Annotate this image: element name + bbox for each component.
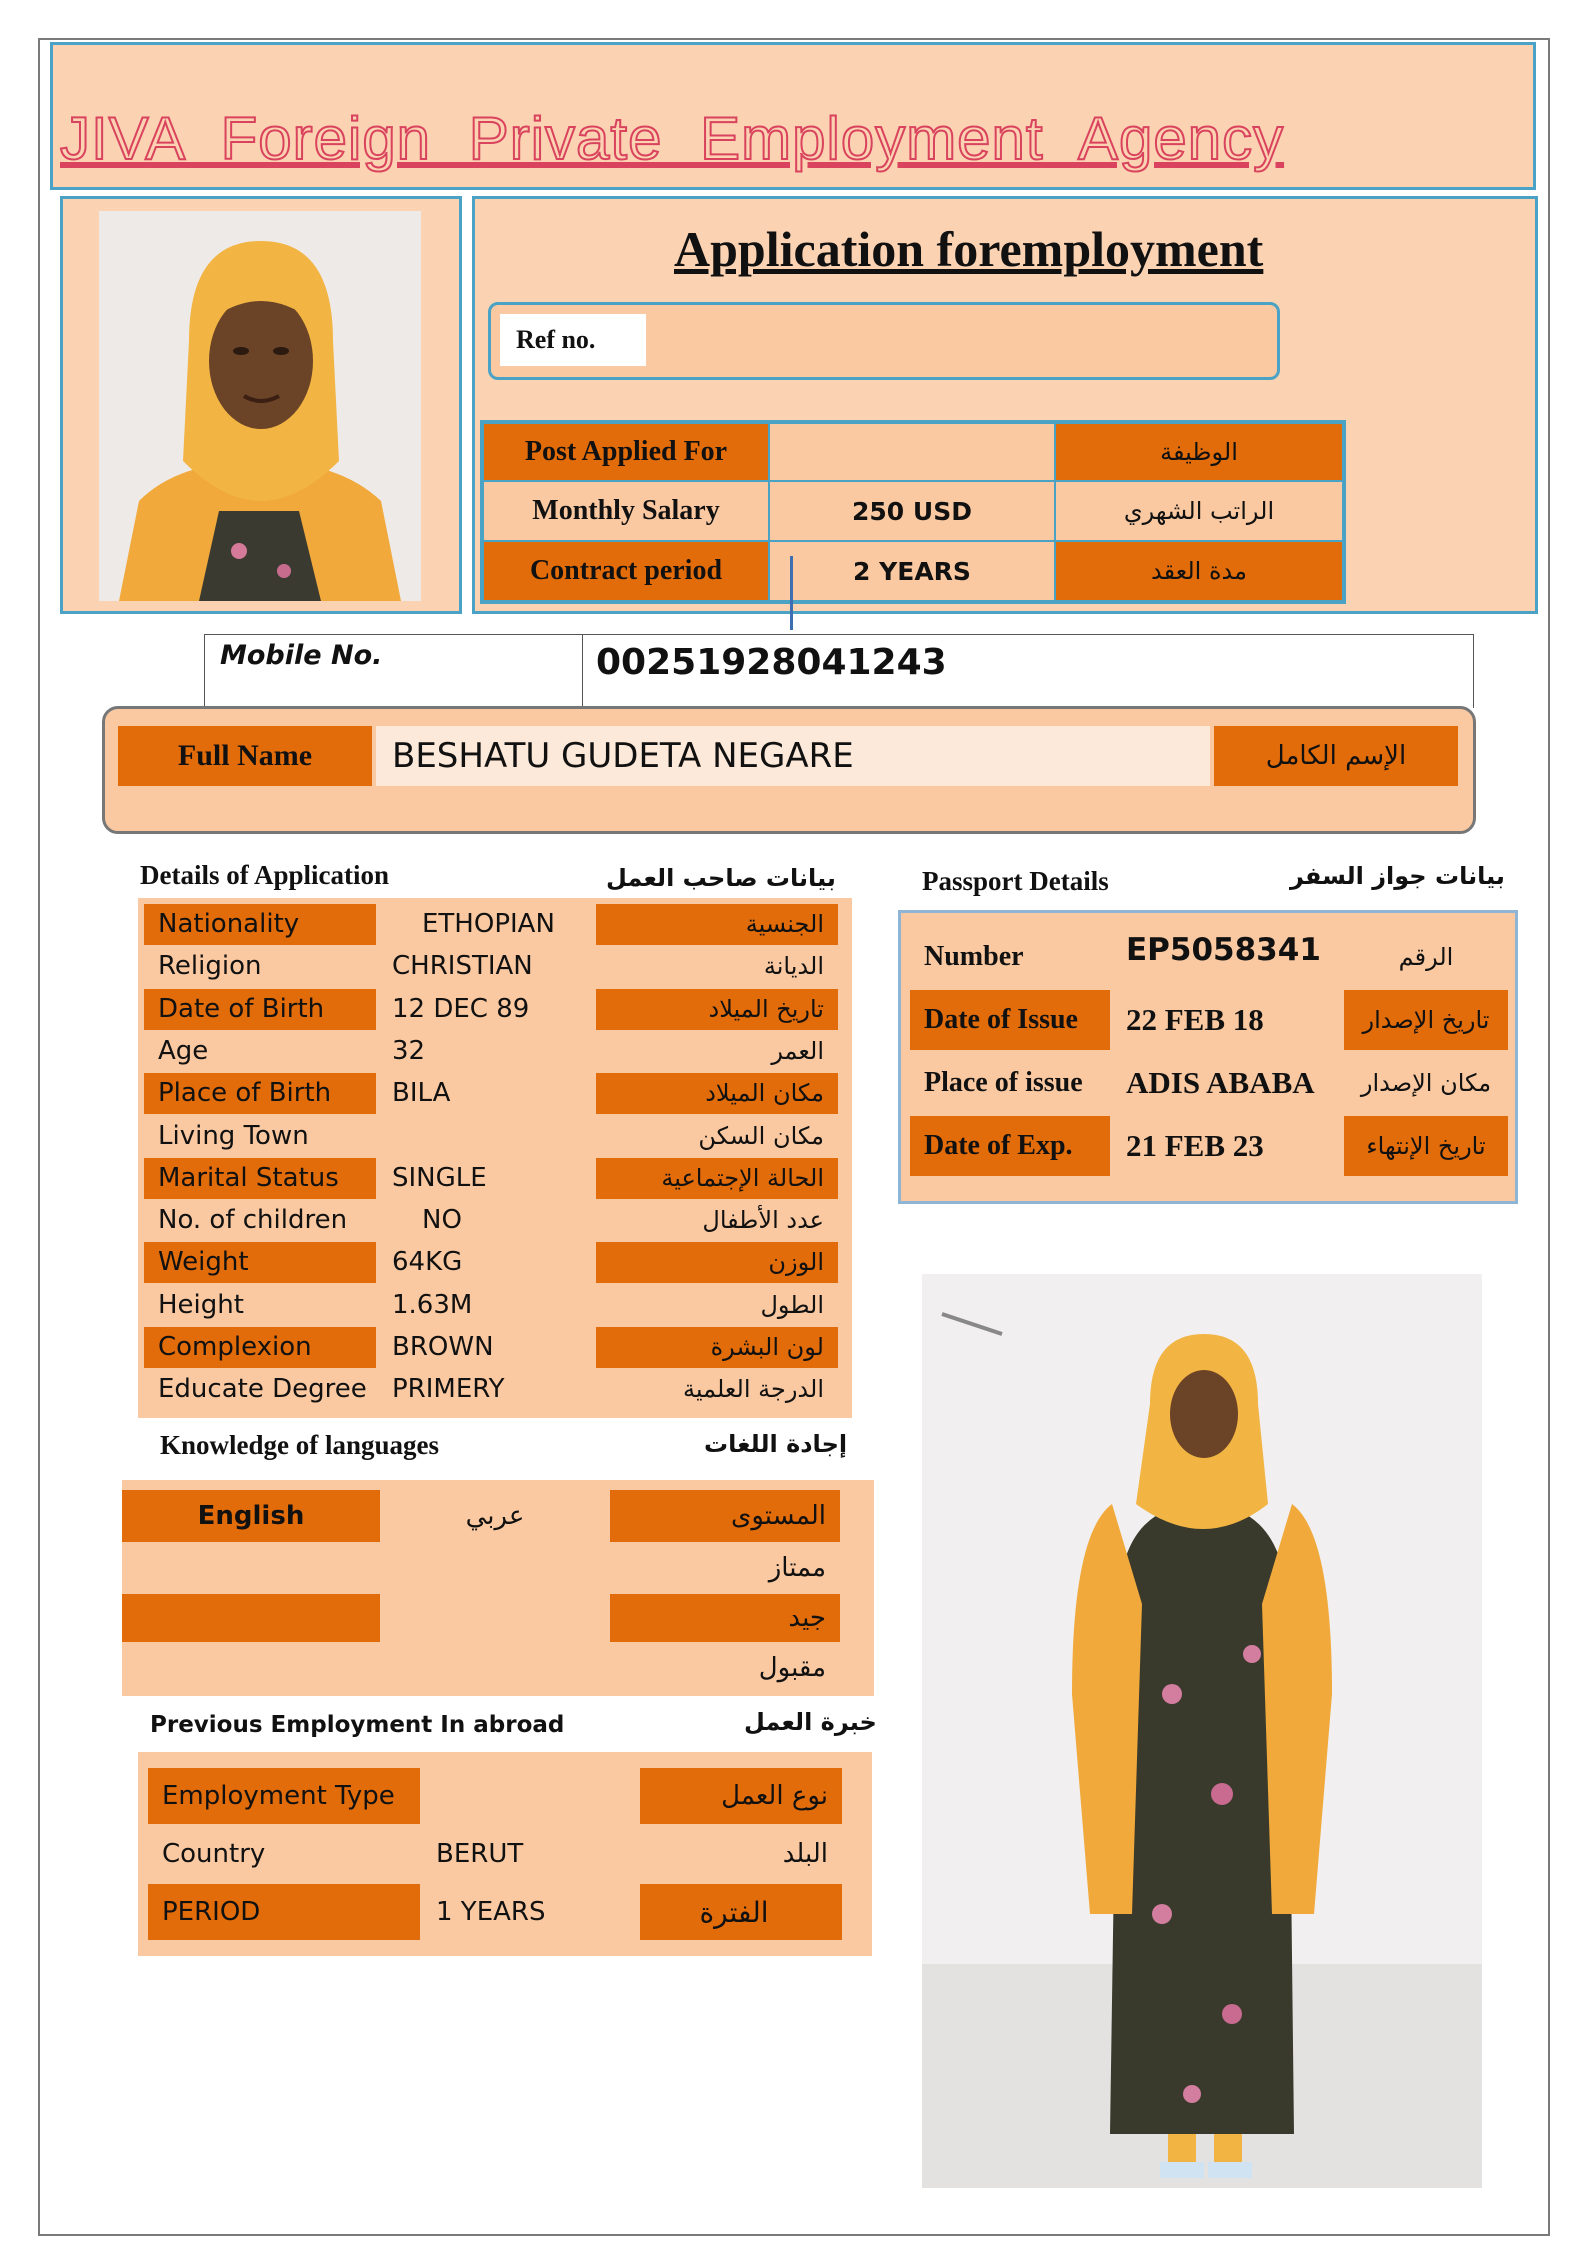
contract-label: Contract period bbox=[484, 542, 768, 600]
ref-value bbox=[660, 314, 1260, 366]
detail-value: 1.63M bbox=[378, 1285, 594, 1326]
language-col-english: English bbox=[122, 1490, 380, 1542]
detail-value: BILA bbox=[378, 1073, 594, 1114]
previous-value: 1 YEARS bbox=[422, 1884, 638, 1940]
passport-heading: Passport Details bbox=[922, 866, 1109, 896]
detail-arabic: الطول bbox=[596, 1285, 838, 1326]
passport-value: 22 FEB 18 bbox=[1112, 990, 1342, 1050]
portrait-photo bbox=[99, 211, 421, 601]
detail-arabic: مكان السكن bbox=[596, 1116, 838, 1157]
detail-arabic: مكان الميلاد bbox=[596, 1073, 838, 1114]
detail-arabic: تاريخ الميلاد bbox=[596, 989, 838, 1030]
language-level: مقبول bbox=[610, 1644, 840, 1692]
detail-arabic: الجنسية bbox=[596, 904, 838, 945]
contract-arabic: مدة العقد bbox=[1056, 542, 1342, 600]
detail-label: Living Town bbox=[144, 1116, 376, 1157]
previous-arabic: الفترة bbox=[640, 1884, 842, 1940]
passport-arabic: تاريخ الإنتهاء bbox=[1344, 1116, 1508, 1176]
detail-label: Age bbox=[144, 1031, 376, 1072]
post-applied-label: Post Applied For bbox=[484, 424, 768, 480]
mobile-value: 00251928041243 bbox=[596, 642, 947, 683]
previous-label: Employment Type bbox=[148, 1768, 420, 1824]
detail-label: No. of children bbox=[144, 1200, 376, 1241]
previous-arabic: نوع العمل bbox=[640, 1768, 842, 1824]
passport-arabic: تاريخ الإصدار bbox=[1344, 990, 1508, 1050]
language-col-arabic: عربي bbox=[382, 1490, 608, 1542]
detail-value: CHRISTIAN bbox=[378, 946, 594, 987]
passport-label: Place of issue bbox=[910, 1054, 1110, 1112]
post-applied-arabic: الوظيفة bbox=[1056, 424, 1342, 480]
passport-label: Date of Exp. bbox=[910, 1116, 1110, 1176]
language-level: جيد bbox=[610, 1594, 840, 1642]
detail-label: Place of Birth bbox=[144, 1073, 376, 1114]
detail-arabic: العمر bbox=[596, 1031, 838, 1072]
post-applied-value bbox=[770, 424, 1054, 480]
previous-value: BERUT bbox=[422, 1826, 638, 1882]
passport-value: 21 FEB 23 bbox=[1112, 1116, 1342, 1176]
salary-label: Monthly Salary bbox=[484, 482, 768, 540]
detail-label: Complexion bbox=[144, 1327, 376, 1368]
detail-arabic: الدرجة العلمية bbox=[596, 1369, 838, 1410]
detail-arabic: الديانة bbox=[596, 946, 838, 987]
mobile-label: Mobile No. bbox=[220, 640, 383, 671]
detail-label: Nationality bbox=[144, 904, 376, 945]
detail-value: NO bbox=[378, 1200, 594, 1241]
detail-label: Date of Birth bbox=[144, 989, 376, 1030]
ref-label: Ref no. bbox=[500, 314, 646, 366]
full-body-photo bbox=[922, 1274, 1482, 2188]
passport-value: ADIS ABABA bbox=[1112, 1054, 1342, 1112]
language-arabic-cell bbox=[382, 1594, 608, 1642]
detail-value: 64KG bbox=[378, 1242, 594, 1283]
language-level: ممتاز bbox=[610, 1544, 840, 1592]
passport-label: Number bbox=[910, 928, 1110, 986]
detail-label: Marital Status bbox=[144, 1158, 376, 1199]
language-english-cell bbox=[122, 1544, 380, 1592]
detail-arabic: الوزن bbox=[596, 1242, 838, 1283]
detail-arabic: الحالة الإجتماعية bbox=[596, 1158, 838, 1199]
divider-line bbox=[790, 556, 793, 630]
language-arabic-cell bbox=[382, 1544, 608, 1592]
detail-label: Educate Degree bbox=[144, 1369, 376, 1410]
language-english-cell bbox=[122, 1594, 380, 1642]
passport-value: EP5058341 bbox=[1112, 928, 1342, 986]
salary-arabic: الراتب الشهري bbox=[1056, 482, 1342, 540]
portrait-frame bbox=[60, 196, 462, 614]
passport-heading-arabic: بيانات جواز السفر bbox=[1290, 862, 1505, 890]
detail-label: Weight bbox=[144, 1242, 376, 1283]
details-heading: Details of Application bbox=[140, 860, 390, 890]
detail-arabic: لون البشرة bbox=[596, 1327, 838, 1368]
passport-label: Date of Issue bbox=[910, 990, 1110, 1050]
mobile-divider bbox=[582, 634, 583, 708]
application-title: Application foremployment bbox=[674, 221, 1264, 277]
details-heading-arabic: بيانات صاحب العمل bbox=[606, 864, 836, 892]
detail-value: ETHOPIAN bbox=[378, 904, 594, 945]
passport-arabic: الرقم bbox=[1344, 928, 1508, 986]
agency-title: JIVA Foreign Private Employment Agency bbox=[60, 105, 1285, 172]
full-name-label: Full Name bbox=[118, 726, 372, 786]
previous-heading: Previous Employment In abroad bbox=[150, 1712, 565, 1738]
previous-arabic: البلد bbox=[640, 1826, 842, 1882]
previous-label: PERIOD bbox=[148, 1884, 420, 1940]
full-name-value: BESHATU GUDETA NEGARE bbox=[376, 726, 1210, 786]
detail-value: 32 bbox=[378, 1031, 594, 1072]
languages-heading: Knowledge of languages bbox=[160, 1430, 440, 1460]
detail-value: SINGLE bbox=[378, 1158, 594, 1199]
contract-value: 2 YEARS bbox=[770, 542, 1054, 600]
salary-value: 250 USD bbox=[770, 482, 1054, 540]
previous-value bbox=[422, 1768, 638, 1824]
full-name-arabic: الإسم الكامل bbox=[1214, 726, 1458, 786]
language-col-level: المستوى bbox=[610, 1490, 840, 1542]
detail-value: 12 DEC 89 bbox=[378, 989, 594, 1030]
detail-arabic: عدد الأطفال bbox=[596, 1200, 838, 1241]
language-english-cell bbox=[122, 1644, 380, 1692]
detail-label: Religion bbox=[144, 946, 376, 987]
detail-value: PRIMERY bbox=[378, 1369, 594, 1410]
previous-heading-arabic: خبرة العمل bbox=[744, 1708, 877, 1736]
language-arabic-cell bbox=[382, 1644, 608, 1692]
detail-value: BROWN bbox=[378, 1327, 594, 1368]
passport-arabic: مكان الإصدار bbox=[1344, 1054, 1508, 1112]
previous-label: Country bbox=[148, 1826, 420, 1882]
languages-heading-arabic: إجادة اللغات bbox=[704, 1430, 848, 1458]
detail-label: Height bbox=[144, 1285, 376, 1326]
detail-value bbox=[378, 1116, 594, 1157]
